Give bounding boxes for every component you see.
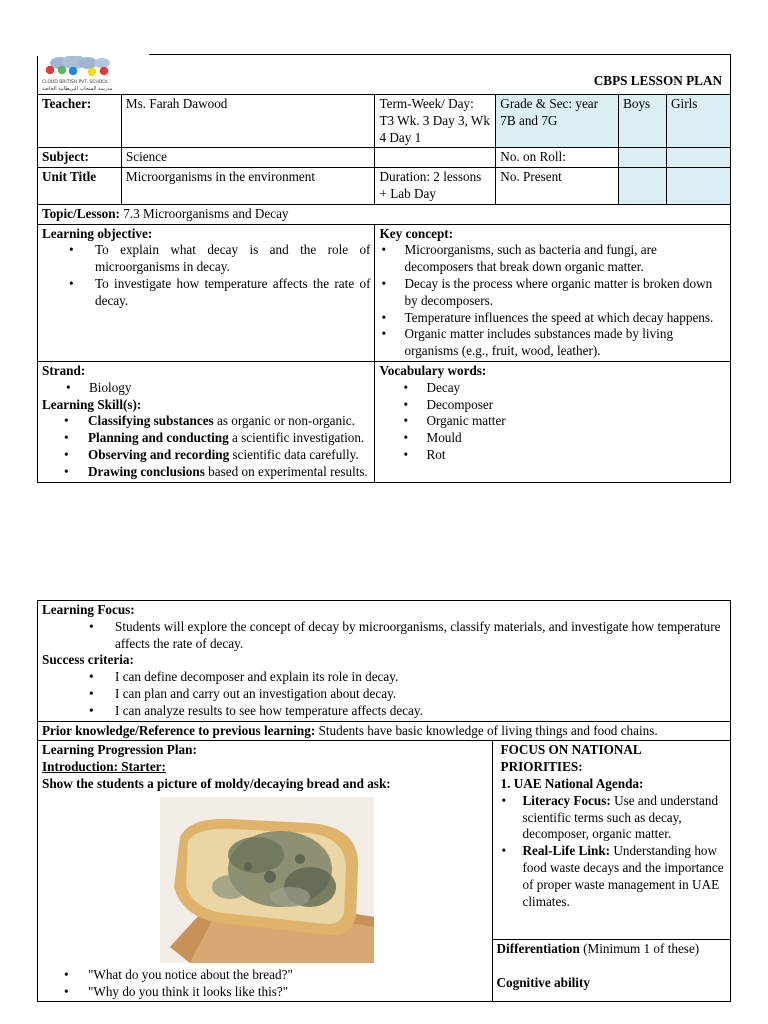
list-item: • Planning and conducting a scientific investigation. — [42, 430, 370, 447]
success-list — [42, 669, 726, 719]
prior-value: Students have basic knowledge of living things and food chains. — [315, 722, 658, 738]
differentiation-label: Differentiation — [496, 941, 580, 957]
national-heading: FOCUS ON NATIONAL PRIORITIES: — [500, 742, 641, 775]
roll-boys — [619, 148, 667, 168]
vocabulary-list — [379, 380, 726, 464]
list-item: • I can plan and carry out an investigation about decay. — [42, 686, 726, 703]
school-name-arabic: مدرسة السحاب البريطانية الخاصة — [42, 86, 113, 92]
skills-list — [42, 413, 370, 480]
objective-label: Learning objective: — [42, 225, 153, 241]
list-item: • Classifying substances as organic or non-organic. — [42, 413, 370, 430]
list-item: • Drawing conclusions based on experimental results. — [42, 464, 370, 481]
focus-success-cell — [38, 601, 731, 722]
page-title: CBPS LESSON PLAN — [593, 73, 722, 89]
strand-list — [42, 380, 370, 397]
subject-value: Science — [121, 148, 375, 168]
topic-label: Topic/Lesson: — [42, 205, 120, 221]
key-concept-list — [379, 242, 726, 360]
list-item: • Real-Life Link: Understanding how food waste decays and the importance of proper waste management in UAE climates. — [501, 843, 726, 910]
moldy-bread-image — [160, 797, 374, 963]
subject-label: Subject: — [38, 148, 122, 168]
list-item: • To explain what decay is and the role of microorganisms in decay. — [42, 242, 370, 276]
roll-label: No. on Roll: — [496, 148, 619, 168]
success-label: Success criteria: — [42, 652, 134, 668]
list-item: • Students will explore the concept of decay by microorganisms, classify materials, and investigate how temperature affects the rate of decay. — [42, 619, 726, 653]
progression-cell — [38, 741, 493, 1002]
vocabulary-cell — [375, 361, 731, 482]
list-item: • Organic matter includes substances made by living organisms (e.g., fruit, wood, leather). — [379, 326, 726, 360]
prior-label: Prior knowledge/Reference to previous learning: — [42, 722, 316, 738]
list-item: • Decay is the process where organic matter is broken down by decomposers. — [379, 276, 726, 310]
lesson-info-table — [37, 54, 731, 483]
focus-label: Learning Focus: — [42, 602, 135, 617]
differentiation-cell — [492, 940, 730, 1002]
national-priorities-cell — [492, 741, 730, 940]
topic-row — [38, 204, 731, 224]
prior-knowledge-cell — [38, 721, 731, 741]
term-week-day: Term-Week/ Day: T3 Wk. 3 Day 3, Wk 4 Day 1 — [375, 95, 496, 148]
topic-value: 7.3 Microorganisms and Decay — [119, 205, 289, 221]
grade-section: Grade & Sec: year 7B and 7G — [496, 95, 619, 148]
list-item: • I can analyze results to see how temperature affects decay. — [42, 703, 726, 720]
vocabulary-label: Vocabulary words: — [379, 362, 487, 378]
subject-spacer — [375, 148, 496, 168]
teacher-value: Ms. Farah Dawood — [121, 95, 375, 148]
national-list — [501, 793, 726, 911]
list-item: • I can define decomposer and explain its role in decay. — [42, 669, 726, 686]
list-item: • Rot — [379, 447, 726, 464]
key-concept-cell — [375, 224, 731, 361]
duration: Duration: 2 lessons + Lab Day — [375, 168, 496, 205]
present-girls — [667, 168, 731, 205]
key-concept-label: Key concept: — [379, 225, 454, 241]
starter-questions — [42, 967, 488, 1001]
school-logo — [40, 54, 146, 94]
lesson-plan-table — [37, 600, 731, 1002]
list-item: • Temperature influences the speed at which decay happens. — [379, 310, 726, 327]
starter-prompt: Show the students a picture of moldy/decaying bread and ask: — [42, 775, 391, 791]
list-item: • Microorganisms, such as bacteria and fungi, are decomposers that break down organic matter. — [379, 242, 726, 276]
skills-label: Learning Skill(s): — [42, 396, 142, 412]
focus-list — [42, 619, 726, 653]
list-item: • Observing and recording scientific data carefully. — [42, 447, 370, 464]
list-item: • Mould — [379, 430, 726, 447]
strand-skills-cell — [38, 361, 375, 482]
intro-label: Introduction: Starter: — [42, 759, 166, 775]
objective-list — [42, 242, 370, 309]
unit-value: Microorganisms in the environment — [121, 168, 375, 205]
progression-label: Learning Progression Plan: — [42, 742, 197, 758]
strand-label: Strand: — [42, 362, 86, 378]
list-item: • Decomposer — [379, 397, 726, 414]
list-item: • Biology — [42, 380, 370, 397]
school-name: CLOUD BRITISH PVT. SCHOOL — [42, 80, 109, 85]
list-item: • Decay — [379, 380, 726, 397]
unit-label: Unit Title — [38, 168, 122, 205]
girls-label: Girls — [667, 95, 731, 148]
present-label: No. Present — [496, 168, 619, 205]
roll-girls — [667, 148, 731, 168]
national-agenda: 1. UAE National Agenda: — [500, 775, 644, 791]
boys-label: Boys — [619, 95, 667, 148]
present-boys — [619, 168, 667, 205]
objective-cell — [38, 224, 375, 361]
list-item: • Literacy Focus: Use and understand scientific terms such as decay, decomposer, organic matter. — [501, 793, 726, 843]
cognitive-ability-label: Cognitive ability — [496, 974, 590, 990]
list-item: • Organic matter — [379, 413, 726, 430]
list-item: • "What do you notice about the bread?" — [42, 967, 488, 984]
differentiation-note: (Minimum 1 of these) — [579, 941, 700, 957]
teacher-label: Teacher: — [38, 95, 122, 148]
list-item: • To investigate how temperature affects the rate of decay. — [42, 276, 370, 310]
list-item: • "Why do you think it looks like this?" — [42, 984, 488, 1001]
